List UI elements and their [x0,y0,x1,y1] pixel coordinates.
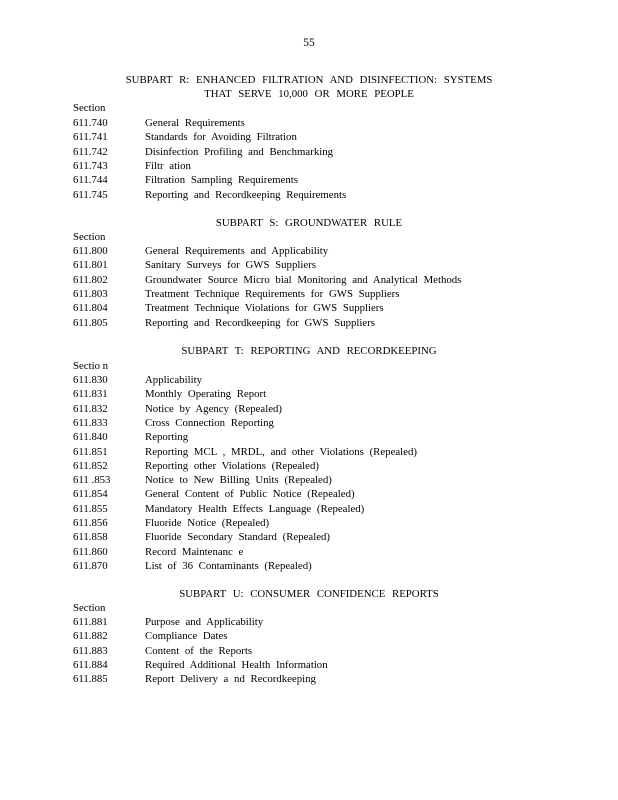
toc-entry [0,188,618,202]
section-number: 611.885 [73,673,108,686]
toc-entry [0,173,618,187]
toc-entry [0,130,618,144]
subpart-title: SUBPART U: CONSUMER CONFIDENCE REPORTS [179,588,439,600]
section-description: List of 36 Contaminants (Repealed) [145,559,312,572]
section-description: Reporting MCL , MRDL, and other Violations (Repealed) [145,445,417,458]
section-description: Filtration Sampling Requirements [145,174,298,187]
toc-entry [0,430,618,444]
toc-entry [0,615,618,629]
section-number: 611.744 [73,174,108,187]
subpart-title: SUBPART S: GROUNDWATER RULE [215,217,403,229]
section-description: Reporting other Violations (Repealed) [145,459,319,472]
toc-entry [0,301,618,315]
section-number: 611.745 [73,188,108,201]
page-number: 55 [303,37,315,49]
section-number: 611.882 [73,630,108,643]
section-number: 611.840 [73,431,108,444]
toc-entry [0,644,618,658]
section-label: Section [73,602,106,614]
toc-entry [0,145,618,159]
section-description: Sanitary Surveys for GWS Suppliers [145,259,316,272]
section-number: 611.860 [73,545,108,558]
section-number: 611.881 [73,616,108,628]
section-number: 611.858 [73,531,108,544]
section-number: 611.870 [73,559,108,572]
section-number: 611 .853 [73,474,111,487]
subpart-title: THAT SERVE 10,000 OR MORE PEOPLE [204,88,414,101]
toc-entry [0,416,618,430]
toc-entry [0,516,618,530]
section-description: Reporting [145,431,189,444]
section-description: Content of the Reports [145,644,253,657]
toc-entry [0,445,618,459]
toc-entry [0,258,618,272]
section-description: Fluoride Secondary Standard (Repealed) [145,531,330,544]
section-number: 611.801 [73,259,108,272]
section-description: Monthly Operating Report [145,388,267,401]
section-number: 611.856 [73,517,108,529]
section-number: 611.831 [73,388,108,401]
toc-entry [0,116,618,130]
section-description: Mandatory Health Effects Language (Repealed) [145,502,365,515]
section-description: Standards for Avoiding Filtration [145,131,297,144]
section-description: Treatment Technique Requirements for GWS Suppliers [145,287,400,300]
section-number: 611.854 [73,488,108,501]
section-label: Section [73,231,106,243]
section-description: Treatment Technique Violations for GWS Suppliers [145,302,384,315]
section-description: Reporting and Recordkeeping Requirements [145,188,347,201]
section-number: 611.743 [73,159,108,172]
toc-entry [0,545,618,559]
section-description: Purpose and Applicability [145,616,264,628]
toc-entry [0,487,618,501]
section-description: Groundwater Source Micro bial Monitoring and Analytical Methods [145,273,462,286]
section-number: 611.741 [73,131,108,144]
section-number: 611.742 [73,145,108,158]
section-description: Required Additional Health Information [145,658,328,671]
toc-entry [0,287,618,301]
section-number: 611.804 [73,302,108,315]
toc-entry [0,672,618,686]
toc-entry [0,658,618,672]
toc-entry [0,273,618,287]
toc-entry [0,402,618,416]
section-description: Compliance Dates [145,630,228,643]
section-description: Notice by Agency (Repealed) [145,402,283,415]
section-number: 611.852 [73,459,108,472]
toc-entry [0,316,618,330]
section-description: Disinfection Profiling and Benchmarking [145,145,334,158]
section-number: 611.883 [73,644,108,657]
section-description: Applicability [145,374,202,386]
section-number: 611.855 [73,502,108,515]
subpart-title: SUBPART T: REPORTING AND RECORDKEEPING [181,345,437,357]
section-number: 611.800 [73,245,108,257]
toc-entry [0,473,618,487]
section-label: Section [73,102,106,114]
section-description: General Content of Public Notice (Repealed) [145,488,355,501]
section-description: Notice to New Billing Units (Repealed) [145,474,332,487]
section-number: 611.805 [73,316,108,329]
section-number: 611.740 [73,117,108,129]
subpart-title: SUBPART R: ENHANCED FILTRATION AND DISINFECTION: SYSTEMS [125,74,493,86]
toc-entry [0,530,618,544]
toc-entry [0,373,618,387]
section-number: 611.830 [73,374,108,386]
section-description: Filtr ation [145,159,191,172]
section-description: Cross Connection Reporting [145,416,274,429]
section-number: 611.884 [73,658,108,671]
section-number: 611.833 [73,416,108,429]
section-description: Record Maintenanc e [145,545,244,558]
toc-entry [0,559,618,573]
section-description: General Requirements and Applicability [145,245,329,257]
toc-entry [0,502,618,516]
section-description: General Requirements [145,117,245,129]
toc-entry [0,244,618,258]
section-number: 611.851 [73,445,108,458]
toc-entry [0,459,618,473]
section-description: Report Delivery a nd Recordkeeping [145,673,316,686]
section-number: 611.802 [73,273,108,286]
toc-entry [0,159,618,173]
toc-entry [0,387,618,401]
section-number: 611.832 [73,402,108,415]
section-label: Sectio n [73,360,109,372]
section-number: 611.803 [73,287,108,300]
section-description: Reporting and Recordkeeping for GWS Suppliers [145,316,375,329]
toc-entry [0,629,618,643]
section-description: Fluoride Notice (Repealed) [145,517,270,529]
